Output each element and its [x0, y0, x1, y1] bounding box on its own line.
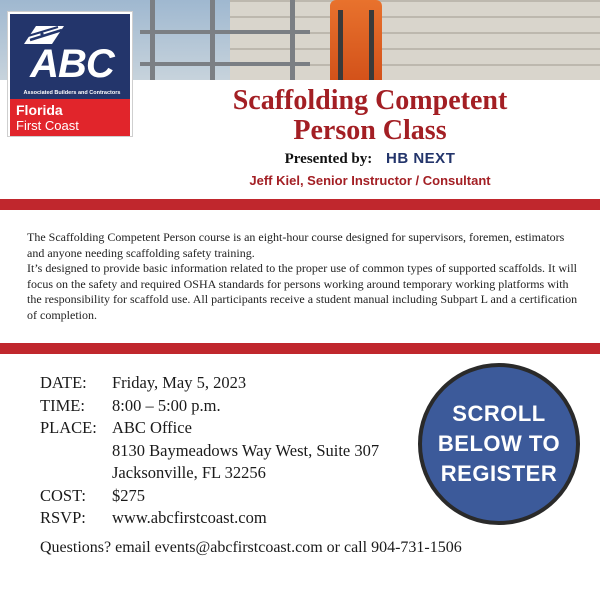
scaffold-pole	[150, 0, 155, 80]
scaffold-pole	[290, 0, 295, 80]
rsvp-label: RSVP:	[40, 508, 86, 527]
course-description	[27, 230, 582, 323]
description-paragraph-2: It’s designed to provide basic information related to the proper use of common types of supported scaffolds. It will focus on the safety and required OSHA standards for persons working around temporary working platforms with the responsibility for scaffold use. All participants receive a student manual including Subpart L and a certification of completion.	[27, 261, 578, 322]
time-row	[40, 395, 410, 418]
page-title	[150, 86, 590, 146]
divider-top	[0, 199, 600, 210]
time-label: TIME:	[40, 395, 85, 415]
badge-line-3: REGISTER	[440, 461, 558, 486]
presented-by	[150, 150, 590, 168]
safety-harness	[338, 10, 374, 80]
date-value: Friday, May 5, 2023	[112, 373, 247, 392]
rsvp-link[interactable]: www.abcfirstcoast.com	[112, 508, 267, 527]
scaffold-rail	[140, 62, 310, 66]
cost-label: COST:	[40, 485, 86, 505]
contact-line[interactable]: Questions? email events@abcfirstcoast.com or call 904-731-1506	[40, 539, 462, 556]
logo-chapter-block	[10, 99, 130, 136]
place-line-1: ABC Office	[112, 418, 192, 437]
divider-bottom	[0, 343, 600, 354]
scaffold-pole	[210, 0, 215, 80]
logo-abc-text: ABC	[30, 42, 114, 86]
event-details	[40, 372, 410, 530]
logo-chapter-region: First Coast	[16, 118, 79, 133]
title-line-2: Person Class	[293, 115, 447, 146]
place-label: PLACE:	[40, 418, 97, 437]
description-paragraph-1: The Scaffolding Competent Person course is an eight-hour course designed for supervisors, foremen, estimators and anyone needing scaffolding safety training.	[27, 230, 565, 260]
title-line-1: Scaffolding Competent	[232, 85, 508, 116]
place-line-2: 8130 Baymeadows Way West, Suite 307	[112, 440, 380, 460]
date-label: DATE:	[40, 373, 87, 392]
hb-next-logo: HB NEXT	[386, 150, 456, 167]
photo-block-wall	[230, 0, 600, 80]
badge-line-1: SCROLL	[452, 401, 546, 426]
place-row	[40, 417, 410, 485]
logo-org-name: Associated Builders and Contractors	[23, 90, 121, 96]
presented-by-label: Presented by:	[284, 151, 373, 167]
scaffold-rail	[140, 30, 310, 34]
cost-row	[40, 485, 410, 508]
badge-line-2: BELOW TO	[437, 431, 561, 456]
place-line-3: Jacksonville, FL 32256	[112, 463, 266, 482]
instructor-name: Jeff Kiel, Senior Instructor / Consultant	[249, 173, 491, 188]
abc-logo[interactable]	[8, 12, 132, 136]
date-row	[40, 372, 410, 395]
scroll-to-register-badge[interactable]	[418, 363, 580, 525]
place-value	[112, 417, 410, 485]
cost-value: $275	[112, 485, 145, 505]
logo-chapter-state: Florida	[16, 102, 63, 118]
rsvp-row	[40, 507, 410, 530]
time-value: 8:00 – 5:00 p.m.	[112, 395, 221, 415]
